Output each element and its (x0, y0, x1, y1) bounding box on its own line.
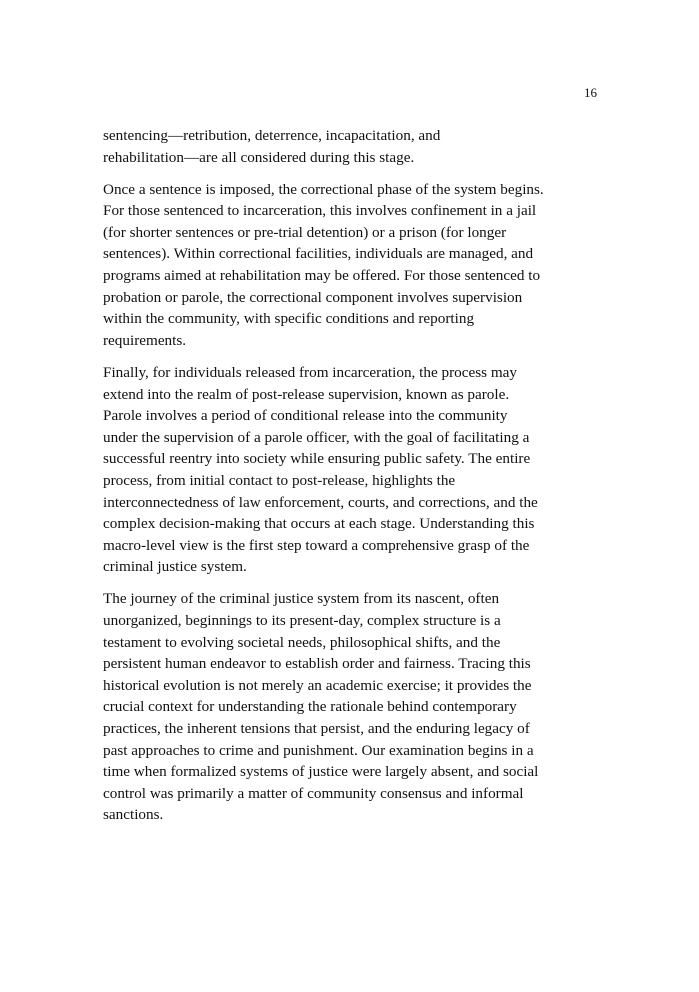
text-line: process, from initial contact to post-release, highlights the (103, 471, 456, 489)
text-line: testament to evolving societal needs, philosophical shifts, and the (103, 633, 501, 651)
text-line: historical evolution is not merely an academic exercise; it provides the (103, 676, 532, 694)
text-line: (for shorter sentences or pre-trial detention) or a prison (for longer (103, 223, 507, 241)
text-line: criminal justice system. (103, 558, 247, 576)
text-line: sanctions. (103, 806, 164, 824)
text-line: control was primarily a matter of community consensus and informal (103, 784, 524, 802)
text-line: practices, the inherent tensions that persist, and the enduring legacy of (103, 719, 530, 737)
text-line: interconnectedness of law enforcement, courts, and corrections, and the (103, 493, 538, 511)
text-line: probation or parole, the correctional component involves supervision (103, 288, 523, 306)
text-line: programs aimed at rehabilitation may be offered. For those sentenced to (103, 267, 541, 285)
text-line: under the supervision of a parole officer, with the goal of facilitating a (103, 428, 530, 446)
text-line: crucial context for understanding the rationale behind contemporary (103, 698, 517, 716)
text-line: rehabilitation—are all considered during this stage. (103, 148, 415, 166)
paragraph (103, 362, 603, 578)
text-line: persistent human endeavor to establish order and fairness. Tracing this (103, 655, 531, 673)
text-line: Parole involves a period of conditional release into the community (103, 407, 508, 425)
text-line: within the community, with specific conditions and reporting (103, 310, 475, 328)
text-line: sentences). Within correctional facilities, individuals are managed, and (103, 245, 534, 263)
text-line: past approaches to crime and punishment. Our examination begins in a (103, 741, 534, 759)
text-line: requirements. (103, 331, 187, 349)
text-line: time when formalized systems of justice were largely absent, and social (103, 763, 539, 781)
text-line: extend into the realm of post-release supervision, known as parole. (103, 385, 510, 403)
paragraph (103, 179, 603, 352)
text-line: Once a sentence is imposed, the correctional phase of the system begins. (103, 180, 544, 198)
document-body (103, 125, 603, 836)
text-line: The journey of the criminal justice system from its nascent, often (103, 590, 500, 608)
text-line: macro-level view is the first step toward a comprehensive grasp of the (103, 536, 530, 554)
text-line: unorganized, beginnings to its present-day, complex structure is a (103, 611, 501, 629)
text-line: For those sentenced to incarceration, this involves confinement in a jail (103, 202, 537, 220)
page-number: 16 (584, 85, 597, 100)
paragraph (103, 125, 603, 168)
text-line: successful reentry into society while ensuring public safety. The entire (103, 450, 531, 468)
paragraph (103, 588, 603, 826)
text-line: Finally, for individuals released from incarceration, the process may (103, 363, 517, 381)
text-line: sentencing—retribution, deterrence, incapacitation, and (103, 127, 441, 144)
text-line: complex decision-making that occurs at each stage. Understanding this (103, 515, 535, 533)
